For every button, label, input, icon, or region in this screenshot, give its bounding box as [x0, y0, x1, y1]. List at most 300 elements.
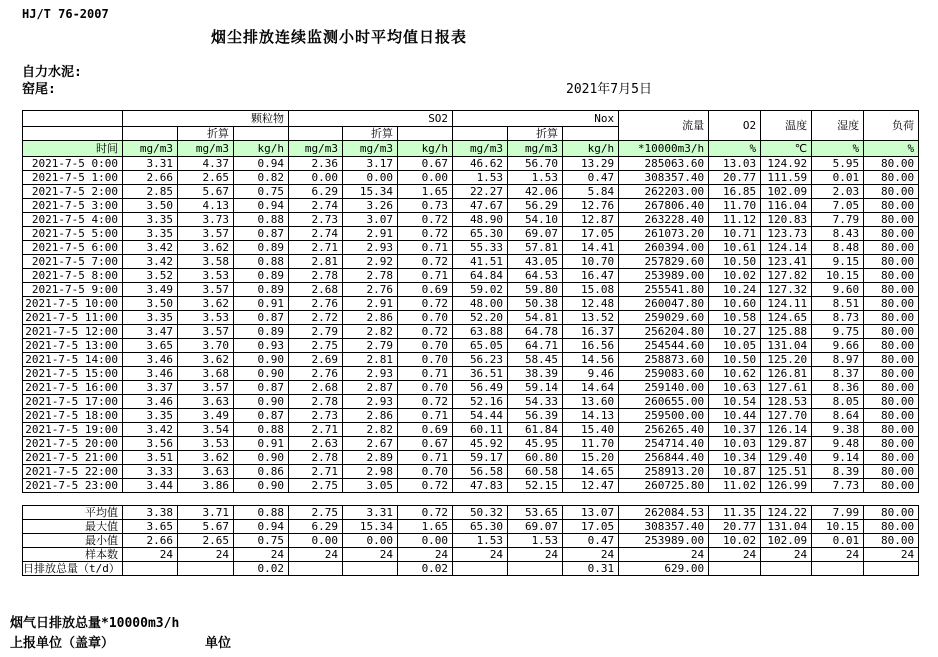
value-cell: 52.16 — [453, 395, 508, 409]
value-cell: 3.35 — [123, 213, 178, 227]
value-cell: 17.05 — [563, 227, 619, 241]
value-cell: 0.72 — [398, 506, 453, 520]
data-row — [23, 297, 919, 311]
value-cell: 259083.60 — [619, 367, 709, 381]
value-cell: 262203.00 — [619, 185, 709, 199]
value-cell: 0.88 — [234, 423, 289, 437]
value-cell: 10.05 — [709, 339, 761, 353]
value-cell: 124.92 — [761, 157, 812, 171]
value-cell: 13.52 — [563, 311, 619, 325]
value-cell: 2.79 — [289, 325, 343, 339]
nox-converted-unit: mg/m3 — [508, 141, 563, 157]
temp-unit: ℃ — [761, 141, 812, 157]
value-cell: 2.36 — [289, 157, 343, 171]
value-cell: 0.69 — [398, 283, 453, 297]
value-cell: 20.77 — [709, 171, 761, 185]
value-cell: 0.86 — [234, 465, 289, 479]
value-cell: 0.90 — [234, 367, 289, 381]
value-cell: 61.84 — [508, 423, 563, 437]
value-cell: 0.90 — [234, 451, 289, 465]
value-cell: 10.87 — [709, 465, 761, 479]
value-cell: 10.70 — [563, 255, 619, 269]
value-cell: 0.70 — [398, 353, 453, 367]
value-cell: 3.35 — [123, 409, 178, 423]
value-cell: 125.88 — [761, 325, 812, 339]
value-cell: 10.24 — [709, 283, 761, 297]
value-cell: 8.51 — [812, 297, 864, 311]
row-label-cell: 2021-7-5 12:00 — [23, 325, 123, 339]
value-cell: 2.72 — [289, 311, 343, 325]
value-cell: 2.93 — [343, 241, 398, 255]
value-cell: 5.67 — [178, 185, 234, 199]
value-cell: 3.68 — [178, 367, 234, 381]
value-cell: 54.81 — [508, 311, 563, 325]
value-cell: 80.00 — [864, 199, 919, 213]
value-cell: 0.91 — [234, 437, 289, 451]
row-label-cell: 2021-7-5 0:00 — [23, 157, 123, 171]
row-label-cell: 2021-7-5 11:00 — [23, 311, 123, 325]
flow-unit: *10000m3/h — [619, 141, 709, 157]
data-row — [23, 451, 919, 465]
value-cell: 1.65 — [398, 520, 453, 534]
value-cell: 2.78 — [343, 269, 398, 283]
value-cell: 59.14 — [508, 381, 563, 395]
value-cell: 0.71 — [398, 409, 453, 423]
value-cell: 3.57 — [178, 283, 234, 297]
value-cell: 24 — [812, 548, 864, 562]
summary-row — [23, 534, 919, 548]
value-cell: 80.00 — [864, 367, 919, 381]
humidity-header: 湿度 — [812, 111, 864, 141]
value-cell: 127.32 — [761, 283, 812, 297]
value-cell: 0.87 — [234, 227, 289, 241]
value-cell: 14.65 — [563, 465, 619, 479]
value-cell: 10.62 — [709, 367, 761, 381]
value-cell — [864, 562, 919, 576]
value-cell: 2.93 — [343, 367, 398, 381]
value-cell: 125.20 — [761, 353, 812, 367]
value-cell: 3.73 — [178, 213, 234, 227]
value-cell: 8.73 — [812, 311, 864, 325]
value-cell: 128.53 — [761, 395, 812, 409]
row-label-cell: 2021-7-5 22:00 — [23, 465, 123, 479]
value-cell: 120.83 — [761, 213, 812, 227]
data-row — [23, 171, 919, 185]
value-cell: 2.71 — [289, 465, 343, 479]
value-cell: 2.86 — [343, 409, 398, 423]
nox-rate-unit: kg/h — [563, 141, 619, 157]
value-cell: 2.65 — [178, 534, 234, 548]
value-cell: 13.29 — [563, 157, 619, 171]
nox-unit: mg/m3 — [453, 141, 508, 157]
row-label-cell: 2021-7-5 7:00 — [23, 255, 123, 269]
value-cell: 0.90 — [234, 479, 289, 493]
value-cell: 263228.40 — [619, 213, 709, 227]
value-cell: 259500.00 — [619, 409, 709, 423]
value-cell: 24 — [234, 548, 289, 562]
value-cell: 9.15 — [812, 255, 864, 269]
nox-group-header: Nox — [453, 111, 619, 127]
value-cell: 3.86 — [178, 479, 234, 493]
value-cell: 102.09 — [761, 534, 812, 548]
data-row — [23, 465, 919, 479]
value-cell: 2.75 — [289, 479, 343, 493]
value-cell: 3.07 — [343, 213, 398, 227]
value-cell: 9.66 — [812, 339, 864, 353]
value-cell: 3.56 — [123, 437, 178, 451]
value-cell: 59.80 — [508, 283, 563, 297]
data-row — [23, 479, 919, 493]
value-cell: 0.88 — [234, 255, 289, 269]
row-label-cell: 2021-7-5 23:00 — [23, 479, 123, 493]
value-cell: 12.48 — [563, 297, 619, 311]
load-unit: % — [864, 141, 919, 157]
value-cell: 54.10 — [508, 213, 563, 227]
value-cell: 64.78 — [508, 325, 563, 339]
value-cell: 80.00 — [864, 241, 919, 255]
value-cell — [289, 562, 343, 576]
value-cell: 80.00 — [864, 269, 919, 283]
value-cell: 2.87 — [343, 381, 398, 395]
value-cell: 24 — [709, 548, 761, 562]
value-cell: 0.90 — [234, 395, 289, 409]
value-cell: 80.00 — [864, 437, 919, 451]
row-label-cell: 2021-7-5 10:00 — [23, 297, 123, 311]
value-cell: 0.00 — [289, 171, 343, 185]
value-cell: 308357.40 — [619, 520, 709, 534]
time-header: 时间 — [23, 141, 123, 157]
data-row — [23, 409, 919, 423]
value-cell: 9.75 — [812, 325, 864, 339]
load-header: 负荷 — [864, 111, 919, 141]
value-cell: 0.00 — [343, 171, 398, 185]
value-cell: 126.14 — [761, 423, 812, 437]
value-cell: 80.00 — [864, 423, 919, 437]
value-cell: 2.78 — [289, 451, 343, 465]
value-cell: 0.72 — [398, 395, 453, 409]
value-cell: 42.06 — [508, 185, 563, 199]
row-label-cell: 2021-7-5 2:00 — [23, 185, 123, 199]
value-cell: 60.11 — [453, 423, 508, 437]
data-row — [23, 255, 919, 269]
value-cell: 3.70 — [178, 339, 234, 353]
value-cell: 55.33 — [453, 241, 508, 255]
value-cell: 10.58 — [709, 311, 761, 325]
value-cell: 255541.80 — [619, 283, 709, 297]
value-cell: 80.00 — [864, 381, 919, 395]
value-cell: 15.08 — [563, 283, 619, 297]
value-cell: 308357.40 — [619, 171, 709, 185]
value-cell: 64.84 — [453, 269, 508, 283]
value-cell: 6.29 — [289, 520, 343, 534]
value-cell: 0.70 — [398, 311, 453, 325]
value-cell: 258913.20 — [619, 465, 709, 479]
value-cell: 16.85 — [709, 185, 761, 199]
value-cell: 12.87 — [563, 213, 619, 227]
value-cell: 0.71 — [398, 269, 453, 283]
value-cell: 127.70 — [761, 409, 812, 423]
value-cell: 3.46 — [123, 367, 178, 381]
value-cell: 3.57 — [178, 381, 234, 395]
value-cell: 0.71 — [398, 451, 453, 465]
value-cell: 0.72 — [398, 255, 453, 269]
row-label-cell: 2021-7-5 19:00 — [23, 423, 123, 437]
value-cell: 0.87 — [234, 311, 289, 325]
value-cell: 11.70 — [563, 437, 619, 451]
row-label-cell: 日排放总量（t/d） — [23, 562, 123, 576]
value-cell: 111.59 — [761, 171, 812, 185]
value-cell: 267806.40 — [619, 199, 709, 213]
value-cell: 80.00 — [864, 409, 919, 423]
separator-row — [23, 493, 919, 506]
value-cell: 15.40 — [563, 423, 619, 437]
value-cell: 3.42 — [123, 255, 178, 269]
value-cell: 0.87 — [234, 381, 289, 395]
value-cell: 10.54 — [709, 395, 761, 409]
value-cell: 124.11 — [761, 297, 812, 311]
value-cell: 14.64 — [563, 381, 619, 395]
value-cell: 129.87 — [761, 437, 812, 451]
row-label-cell: 2021-7-5 6:00 — [23, 241, 123, 255]
value-cell: 3.51 — [123, 451, 178, 465]
value-cell: 16.56 — [563, 339, 619, 353]
value-cell: 2.68 — [289, 283, 343, 297]
group-header-row — [23, 111, 919, 127]
value-cell: 60.58 — [508, 465, 563, 479]
value-cell: 126.99 — [761, 479, 812, 493]
data-row — [23, 311, 919, 325]
data-row — [23, 367, 919, 381]
value-cell: 24 — [343, 548, 398, 562]
value-cell: 0.00 — [343, 534, 398, 548]
value-cell: 24 — [123, 548, 178, 562]
data-row — [23, 185, 919, 199]
value-cell: 20.77 — [709, 520, 761, 534]
value-cell: 126.81 — [761, 367, 812, 381]
value-cell: 0.93 — [234, 339, 289, 353]
value-cell: 0.02 — [234, 562, 289, 576]
value-cell — [343, 562, 398, 576]
value-cell: 256265.40 — [619, 423, 709, 437]
value-cell: 80.00 — [864, 339, 919, 353]
row-label-cell: 2021-7-5 1:00 — [23, 171, 123, 185]
value-cell: 5.95 — [812, 157, 864, 171]
value-cell: 3.35 — [123, 311, 178, 325]
value-cell: 10.02 — [709, 534, 761, 548]
value-cell: 50.32 — [453, 506, 508, 520]
value-cell: 129.40 — [761, 451, 812, 465]
company-label: 自力水泥: — [22, 65, 82, 80]
value-cell: 48.90 — [453, 213, 508, 227]
value-cell: 0.89 — [234, 241, 289, 255]
value-cell: 80.00 — [864, 171, 919, 185]
value-cell: 253989.00 — [619, 534, 709, 548]
value-cell: 0.47 — [563, 534, 619, 548]
summary-row — [23, 506, 919, 520]
value-cell — [453, 562, 508, 576]
value-cell: 8.43 — [812, 227, 864, 241]
value-cell: 8.64 — [812, 409, 864, 423]
value-cell: 64.71 — [508, 339, 563, 353]
value-cell: 3.31 — [123, 157, 178, 171]
value-cell: 7.99 — [812, 506, 864, 520]
value-cell: 5.67 — [178, 520, 234, 534]
summary-row — [23, 520, 919, 534]
value-cell: 2.76 — [289, 367, 343, 381]
value-cell — [178, 562, 234, 576]
value-cell: 50.38 — [508, 297, 563, 311]
value-cell: 2.75 — [289, 506, 343, 520]
value-cell: 2.03 — [812, 185, 864, 199]
value-cell: 3.65 — [123, 520, 178, 534]
value-cell: 11.02 — [709, 479, 761, 493]
value-cell: 0.89 — [234, 283, 289, 297]
value-cell: 2.82 — [343, 325, 398, 339]
row-label-cell: 2021-7-5 13:00 — [23, 339, 123, 353]
value-cell: 259140.00 — [619, 381, 709, 395]
value-cell: 24 — [508, 548, 563, 562]
data-row — [23, 199, 919, 213]
value-cell: 2.78 — [289, 269, 343, 283]
value-cell: 3.26 — [343, 199, 398, 213]
value-cell: 3.53 — [178, 311, 234, 325]
value-cell: 52.15 — [508, 479, 563, 493]
value-cell: 4.13 — [178, 199, 234, 213]
value-cell: 45.92 — [453, 437, 508, 451]
row-label-cell: 2021-7-5 16:00 — [23, 381, 123, 395]
value-cell: 80.00 — [864, 395, 919, 409]
value-cell: 15.34 — [343, 185, 398, 199]
value-cell: 2.82 — [343, 423, 398, 437]
value-cell: 59.02 — [453, 283, 508, 297]
value-cell: 56.58 — [453, 465, 508, 479]
value-cell: 41.51 — [453, 255, 508, 269]
value-cell: 1.53 — [508, 534, 563, 548]
value-cell: 10.03 — [709, 437, 761, 451]
row-label-cell: 平均值 — [23, 506, 123, 520]
table-header — [23, 111, 919, 157]
value-cell: 116.04 — [761, 199, 812, 213]
flow-total-note: 烟气日排放总量*10000m3/h — [10, 616, 180, 631]
value-cell: 0.88 — [234, 213, 289, 227]
value-cell: 10.71 — [709, 227, 761, 241]
value-cell: 7.73 — [812, 479, 864, 493]
value-cell: 64.53 — [508, 269, 563, 283]
value-cell: 3.50 — [123, 297, 178, 311]
value-cell: 0.82 — [234, 171, 289, 185]
value-cell: 80.00 — [864, 283, 919, 297]
unit-label: 单位 — [205, 636, 232, 651]
value-cell: 48.00 — [453, 297, 508, 311]
value-cell: 3.63 — [178, 465, 234, 479]
value-cell: 46.62 — [453, 157, 508, 171]
row-label-cell: 2021-7-5 5:00 — [23, 227, 123, 241]
value-cell: 0.90 — [234, 353, 289, 367]
value-cell: 2.76 — [289, 297, 343, 311]
value-cell: 3.46 — [123, 395, 178, 409]
value-cell: 9.60 — [812, 283, 864, 297]
value-cell: 2.93 — [343, 395, 398, 409]
value-cell: 80.00 — [864, 255, 919, 269]
value-cell: 24 — [563, 548, 619, 562]
value-cell: 0.00 — [398, 534, 453, 548]
pm-rate-unit: kg/h — [234, 141, 289, 157]
value-cell: 15.34 — [343, 520, 398, 534]
data-row — [23, 437, 919, 451]
value-cell: 47.67 — [453, 199, 508, 213]
value-cell: 0.87 — [234, 409, 289, 423]
row-label-cell: 最大值 — [23, 520, 123, 534]
value-cell: 9.48 — [812, 437, 864, 451]
value-cell: 15.20 — [563, 451, 619, 465]
value-cell: 256204.80 — [619, 325, 709, 339]
value-cell: 124.22 — [761, 506, 812, 520]
value-cell: 24 — [289, 548, 343, 562]
time-header-spacer — [23, 111, 123, 127]
pm-unit: mg/m3 — [123, 141, 178, 157]
value-cell: 80.00 — [864, 311, 919, 325]
value-cell — [508, 562, 563, 576]
row-label-cell: 2021-7-5 3:00 — [23, 199, 123, 213]
value-cell: 2.66 — [123, 171, 178, 185]
value-cell: 38.39 — [508, 367, 563, 381]
value-cell: 131.04 — [761, 339, 812, 353]
value-cell: 14.41 — [563, 241, 619, 255]
value-cell: 8.48 — [812, 241, 864, 255]
row-label-cell: 2021-7-5 17:00 — [23, 395, 123, 409]
separator-cell — [709, 493, 919, 506]
value-cell: 80.00 — [864, 479, 919, 493]
pm-converted-header: 折算 — [178, 127, 234, 141]
value-cell: 0.88 — [234, 506, 289, 520]
value-cell: 13.03 — [709, 157, 761, 171]
data-row — [23, 269, 919, 283]
value-cell: 10.60 — [709, 297, 761, 311]
value-cell: 125.51 — [761, 465, 812, 479]
value-cell: 124.65 — [761, 311, 812, 325]
value-cell: 9.14 — [812, 451, 864, 465]
value-cell: 123.41 — [761, 255, 812, 269]
value-cell: 10.15 — [812, 520, 864, 534]
data-row — [23, 353, 919, 367]
value-cell: 127.61 — [761, 381, 812, 395]
row-label-cell: 最小值 — [23, 534, 123, 548]
value-cell: 1.53 — [508, 171, 563, 185]
value-cell: 11.12 — [709, 213, 761, 227]
value-cell: 256844.40 — [619, 451, 709, 465]
value-cell: 9.38 — [812, 423, 864, 437]
value-cell: 10.50 — [709, 255, 761, 269]
value-cell: 0.72 — [398, 227, 453, 241]
value-cell: 102.09 — [761, 185, 812, 199]
value-cell: 2.89 — [343, 451, 398, 465]
row-label-cell: 2021-7-5 21:00 — [23, 451, 123, 465]
value-cell: 3.46 — [123, 353, 178, 367]
value-cell: 254544.60 — [619, 339, 709, 353]
value-cell: 0.94 — [234, 199, 289, 213]
data-row — [23, 339, 919, 353]
value-cell: 24 — [178, 548, 234, 562]
value-cell: 262084.53 — [619, 506, 709, 520]
value-cell: 11.70 — [709, 199, 761, 213]
value-cell: 5.84 — [563, 185, 619, 199]
value-cell: 13.60 — [563, 395, 619, 409]
value-cell: 2.98 — [343, 465, 398, 479]
value-cell: 1.53 — [453, 534, 508, 548]
value-cell: 80.00 — [864, 213, 919, 227]
summary-row — [23, 548, 919, 562]
reporting-unit-label: 上报单位（盖章） — [10, 636, 115, 651]
